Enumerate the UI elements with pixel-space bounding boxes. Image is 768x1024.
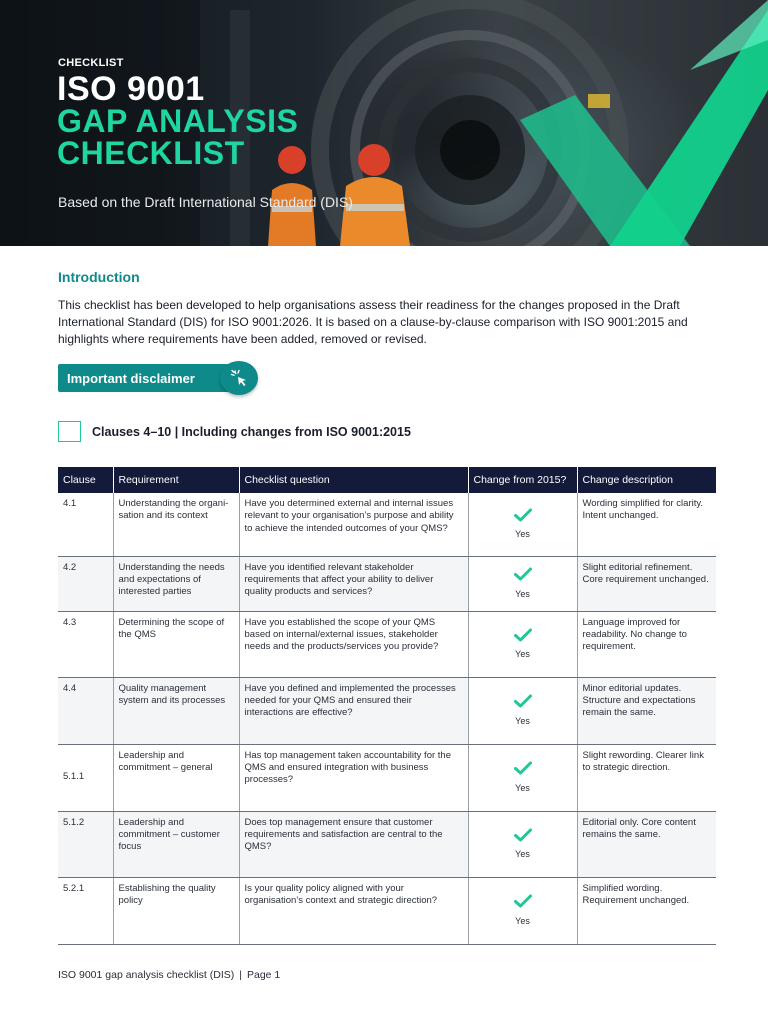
cell-change [468,744,577,811]
page-footer [58,969,280,981]
change-value: Yes [515,529,530,540]
cell-change [468,611,577,677]
footer-document-name: ISO 9001 gap analysis checklist (DIS) [58,969,235,981]
hero-title-line-3: CHECKLIST [57,135,245,171]
cell-question: Does top management ensure that customer requirements and satisfaction are central to the QMS? [239,811,468,877]
cell-question: Has top management taken accountability for the QMS and ensured integration with business processes? [239,744,468,811]
check-icon [514,694,532,708]
cell-change [468,493,577,556]
check-icon [514,828,532,842]
footer-page-number: Page 1 [246,969,281,981]
check-icon [514,508,532,522]
change-value: Yes [515,782,530,793]
cell-requirement: Establishing the quality policy [113,877,239,944]
table-row [58,744,716,811]
change-value: Yes [515,588,530,599]
check-icon [514,628,532,642]
footer-separator: | [239,969,242,981]
hero-subtitle: Based on the Draft International Standard (DIS) [58,194,353,210]
header-requirement: Requirement [113,467,239,493]
cell-description: Slight editorial refinement. Core requirement unchanged. [577,556,716,611]
cell-question: Have you established the scope of your QMS based on internal/external issues, stakeholder needs and the products/services you provide? [239,611,468,677]
introduction-heading: Introduction [58,269,140,285]
check-icon [514,761,532,775]
hero-title-line-2: GAP ANALYSIS [57,103,299,139]
cell-clause: 4.3 [58,611,113,677]
table-row [58,811,716,877]
cell-description: Wording simplified for clarity. Intent unchanged. [577,493,716,556]
header-checklist-question: Checklist question [239,467,468,493]
hero-title-line-1: ISO 9001 [57,70,205,108]
cell-description: Language improved for readability. No change to requirement. [577,611,716,677]
cell-description: Minor editorial updates. Structure and expectations remain the same. [577,677,716,744]
cell-change [468,677,577,744]
check-icon [514,894,532,908]
pointer-click-icon[interactable] [220,361,258,395]
cell-clause: 4.4 [58,677,113,744]
table-row [58,677,716,744]
gap-analysis-table [58,467,716,945]
header-change-description: Change description [577,467,716,493]
cell-requirement: Understanding the organi-sation and its context [113,493,239,556]
cell-requirement: Determining the scope of the QMS [113,611,239,677]
cell-clause: 5.1.2 [58,811,113,877]
cell-clause: 4.2 [58,556,113,611]
cell-question: Have you identified relevant stakeholder requirements that affect your ability to deliver quality products and services? [239,556,468,611]
change-value: Yes [515,715,530,726]
cell-change [468,877,577,944]
cell-clause: 5.2.1 [58,877,113,944]
cell-clause: 4.1 [58,493,113,556]
cell-question: Have you defined and implemented the processes needed for your QMS and ensured their interactions are effective? [239,677,468,744]
cell-question: Have you determined external and internal issues relevant to your organisation’s purpose and ability to achieve the intended outcomes of your QMS? [239,493,468,556]
cell-requirement: Leadership and commitment – general [113,744,239,811]
header-clause: Clause [58,467,113,493]
table-header-row [58,467,716,493]
disclaimer-label: Important disclaimer [67,370,195,386]
cell-question: Is your quality policy aligned with your organisation’s context and strategic direction? [239,877,468,944]
clauses-section-heading: Clauses 4–10 | Including changes from ISO 9001:2015 [92,425,411,439]
check-icon [514,567,532,581]
table-row [58,556,716,611]
cell-requirement: Leadership and commitment – customer focus [113,811,239,877]
table-row [58,493,716,556]
change-value: Yes [515,649,530,659]
change-value: Yes [515,849,530,859]
cell-description: Simplified wording. Requirement unchanged. [577,877,716,944]
header-change-from-2015: Change from 2015? [468,467,577,493]
table-row [58,877,716,944]
table-row [58,611,716,677]
cell-requirement: Quality management system and its processes [113,677,239,744]
document-type-label: CHECKLIST [58,57,124,69]
section-checkbox[interactable] [58,421,81,442]
introduction-paragraph: This checklist has been developed to help organisations assess their readiness for the changes proposed in the Draft International Standard (DIS) for ISO 9001:2026. It is based on a clause-by-clause comparison with ISO 9001:2015 and highlights where requirements have been added, removed or revised. [58,298,688,346]
change-value: Yes [515,915,530,926]
cell-description: Editorial only. Core content remains the same. [577,811,716,877]
cell-change [468,556,577,611]
cell-requirement: Understanding the needs and expectations of interested parties [113,556,239,611]
hero-banner [0,0,768,246]
cell-clause: 5.1.1 [58,744,113,811]
cell-description: Slight rewording. Clearer link to strategic direction. [577,744,716,811]
cell-change [468,811,577,877]
